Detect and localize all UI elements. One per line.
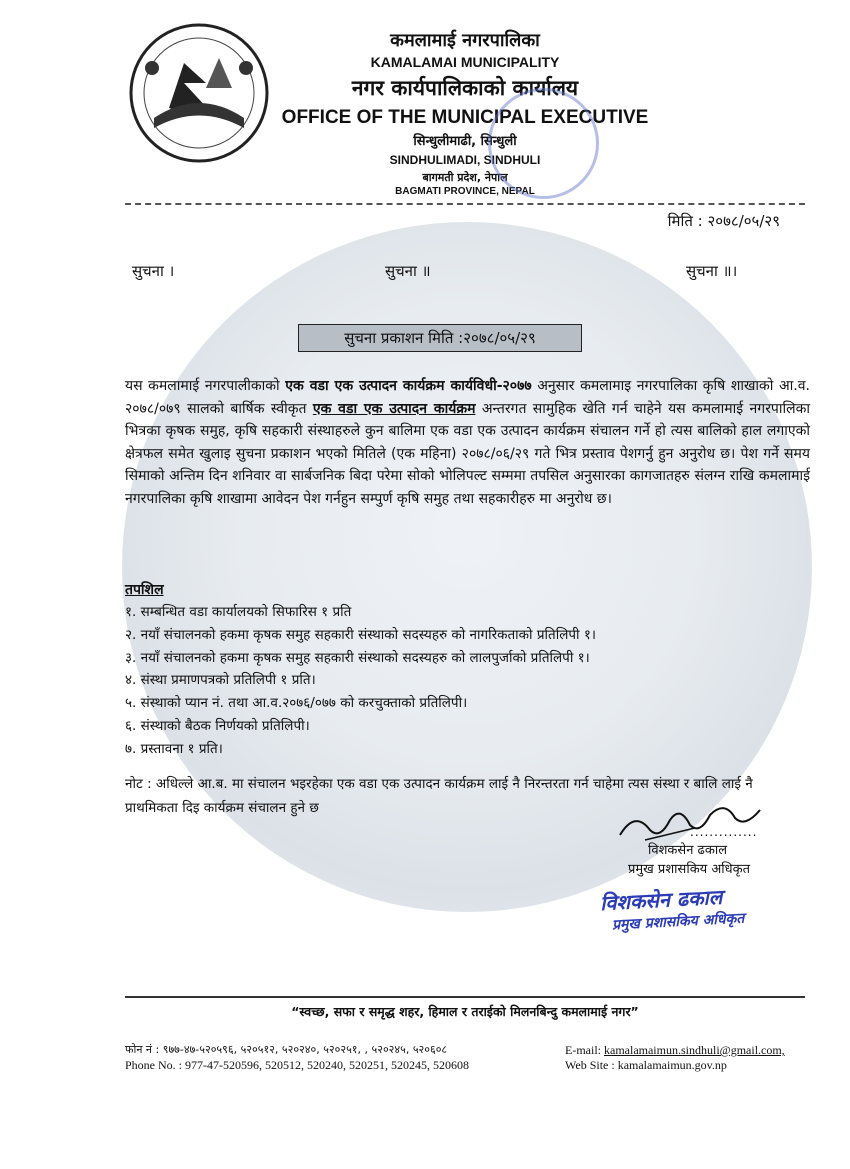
phone-english: Phone No. : 977-47-520596, 520512, 520240, 520251, 520245, 520608 (125, 1058, 469, 1072)
list-item: २. नयाँ संचालनको हकमा कृषक समुह सहकारी संस्थाको सदस्यहरु को नागरिकताको प्रतिलिपी १। (125, 626, 596, 643)
header-divider (125, 203, 805, 205)
office-stamp (488, 88, 599, 199)
place-english: SINDHULIMADI, SINDHULI (389, 153, 541, 167)
body-program-highlight: एक वडा एक उत्पादन कार्यक्रम (312, 400, 476, 417)
notice-word-1: सुचना । (132, 262, 175, 280)
signature-line: .............. (690, 825, 758, 839)
body-text-1: यस कमलामाई नगरपालीकाको (125, 378, 286, 394)
list-item: ६. संस्थाको बैठक निर्णयको प्रतिलिपी। (125, 717, 310, 734)
email-label: E-mail: (565, 1043, 604, 1057)
municipality-name-nepali: कमलामाई नगरपालिका (390, 30, 540, 51)
body-program-name: एक वडा एक उत्पादन कार्यक्रम कार्यविधी-२०७७ (285, 378, 532, 394)
notice-word-3: सुचना ॥। (686, 262, 738, 280)
issue-date: मिति : २०७८/०५/२९ (667, 212, 780, 230)
office-name-english: OFFICE OF THE MUNICIPAL EXECUTIVE (281, 107, 649, 128)
email-line (565, 1043, 785, 1058)
footer-divider (125, 996, 805, 998)
province-english: BAGMATI PROVINCE, NEPAL (395, 186, 535, 197)
place-nepali: सिन्धुलीमाढी, सिन्धुली (413, 134, 517, 149)
stamp-signatory-title: प्रमुख प्रशासकिय अधिकृत (611, 910, 745, 934)
signatory-title: प्रमुख प्रशासकिय अधिकृत (628, 862, 751, 877)
province-nepali: बागमती प्रदेश, नेपाल (422, 171, 508, 184)
list-item: ४. संस्था प्रमाणपत्रको प्रतिलिपी १ प्रति। (125, 672, 316, 689)
body-text-2: अनुसार कमलामाइ नगरपालिका कृषि शाखाको आ.व. २०७८/०७९ सालको बार्षिक स्वीकृत (125, 378, 810, 417)
website-line: Web Site : kamalamaimun.gov.np (565, 1058, 727, 1072)
notice-word-2: सुचना ॥ (385, 262, 431, 280)
signatory-name: विशकसेन ढकाल (648, 843, 728, 858)
list-item: ५. संस्थाको प्यान नं. तथा आ.व.२०७६/०७७ को करचुक्ताको प्रतिलिपी। (125, 695, 468, 712)
phone-nepali: फोन नं : ९७७-४७-५२०५९६, ५२०५१२, ५२०२४०, ५२०२५१, , ५२०२४५, ५२०६०८ (125, 1043, 448, 1056)
list-item: ७. प्रस्तावना १ प्रति। (125, 740, 223, 757)
municipal-slogan: “स्वच्छ, सफा र समृद्ध शहर, हिमाल र तराईको मिलनबिन्दु कमलामाई नगर” (291, 1004, 639, 1019)
publication-date-banner: सुचना प्रकाशन मिति :२०७८/०५/२९ (298, 324, 582, 352)
office-name-nepali: नगर कार्यपालिकाको कार्यालय (351, 76, 579, 100)
requirements-list (125, 601, 596, 761)
municipality-name-english: KAMALAMAI MUNICIPALITY (370, 54, 560, 70)
email-link[interactable]: kamalamaimun.sindhuli@gmail.com, (604, 1043, 785, 1057)
list-item: ३. नयाँ संचालनको हकमा कृषक समुह सहकारी संस्थाको सदस्यहरु को लालपुर्जाको प्रतिलिपी १। (125, 649, 590, 666)
list-item: १. सम्बन्धित वडा कार्यालयको सिफारिस १ प्रति (125, 604, 352, 620)
note-text: नोट : अधिल्ले आ.ब. मा संचालन भइरहेका एक वडा एक उत्पादन कार्यक्रम लाई नै निरन्तरता गर्न चाहेमा त्यस संस्था र बालि लाई नै प्राथमिकता दिइ कार्यक्रम संचालन हुने छ (125, 776, 753, 816)
details-heading: तपशिल (125, 582, 164, 598)
stamp-signatory-name: विशकसेन ढकाल (599, 884, 723, 916)
body-text-3: अन्तरगत सामुहिक खेति गर्न चाहेने यस कमलामाई नगरपालिका भित्रका कृषक समुह, कृषि सहकारी संस्थाहरुले कुन बालिमा एक वडा एक उत्पादन कार्यक्रम संचालन गर्ने हो त्यस बालिको हाल लगाएको क्षेत्रफल समेत खुलाइ सुचना प्रकाशन भएको मितिले (एक महिना) २०७८/०६/२९ गते भित्र प्रस्ताव पेशगर्नु हुन अनुरोध छ। पेश गर्ने समय सिमाको अन्तिम दिन शनिवार वा सार्बजनिक बिदा परेमा सोको भोलिपल्ट सम्ममा तपसिल अनुसारका कागजातहरु संलग्न राखि कमलामाई नगरपालिका कृषि शाखामा आवेदन पेश गर्नहुन सम्पुर्ण कृषि समुह तथा सहकारीहरु मा अनुरोध छ। (125, 400, 810, 507)
notice-body (125, 375, 810, 511)
